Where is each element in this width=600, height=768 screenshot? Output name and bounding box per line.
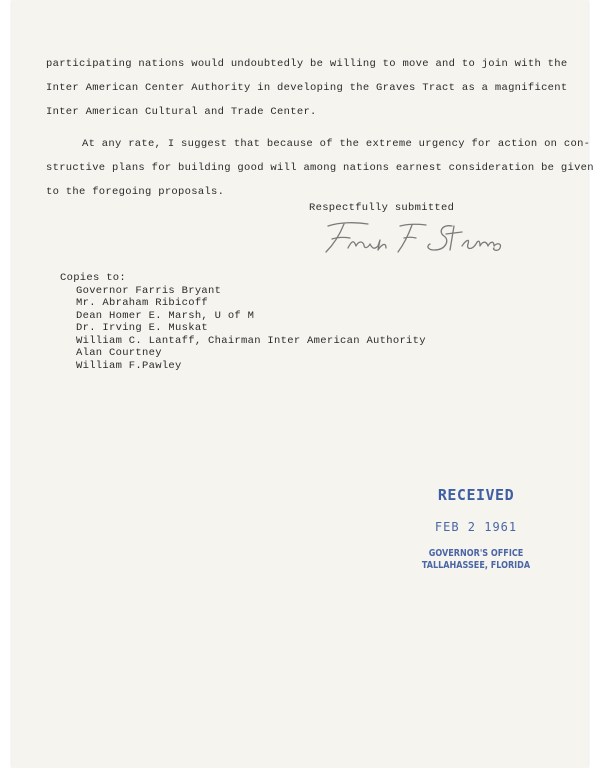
- received-stamp: [396, 486, 556, 572]
- stamp-received-label: RECEIVED: [437, 486, 515, 504]
- list-item: Governor Farris Bryant: [76, 284, 222, 297]
- paragraph-line: At any rate, I suggest that because of the extreme urgency for action on con-: [82, 138, 591, 150]
- list-item: Mr. Abraham Ribicoff: [76, 297, 209, 309]
- copies-list: [60, 272, 426, 372]
- stamp-office: GOVERNOR'S OFFICE: [428, 548, 524, 559]
- closing-line: Respectfully submitted: [309, 202, 455, 214]
- paragraph-line: Inter American Center Authority in developing the Graves Tract as a magnificent: [46, 82, 568, 94]
- stamp-date: FEB 2 1961: [434, 520, 518, 534]
- list-item: William F.Pawley: [76, 359, 182, 372]
- paragraph-line: Inter American Cultural and Trade Center.: [46, 106, 317, 118]
- document-page: [12, 0, 594, 768]
- list-item: Dean Homer E. Marsh, U of M: [76, 309, 255, 322]
- list-item: Alan Courtney: [76, 347, 162, 359]
- list-item: Dr. Irving E. Muskat: [76, 322, 209, 334]
- paragraph-line: participating nations would undoubtedly be willing to move and to join with the: [46, 58, 568, 70]
- paragraph-line: to the foregoing proposals.: [46, 186, 225, 198]
- copies-label: Copies to:: [60, 272, 127, 284]
- list-item: William C. Lantaff, Chairman Inter American Authority: [76, 334, 426, 347]
- body-paragraph-1: [46, 52, 566, 124]
- handwritten-signature: [314, 212, 514, 258]
- paragraph-line: structive plans for building good will among nations earnest consideration be given: [46, 162, 594, 174]
- body-paragraph-2: [46, 132, 594, 204]
- stamp-city: TALLAHASSEE, FLORIDA: [421, 560, 531, 571]
